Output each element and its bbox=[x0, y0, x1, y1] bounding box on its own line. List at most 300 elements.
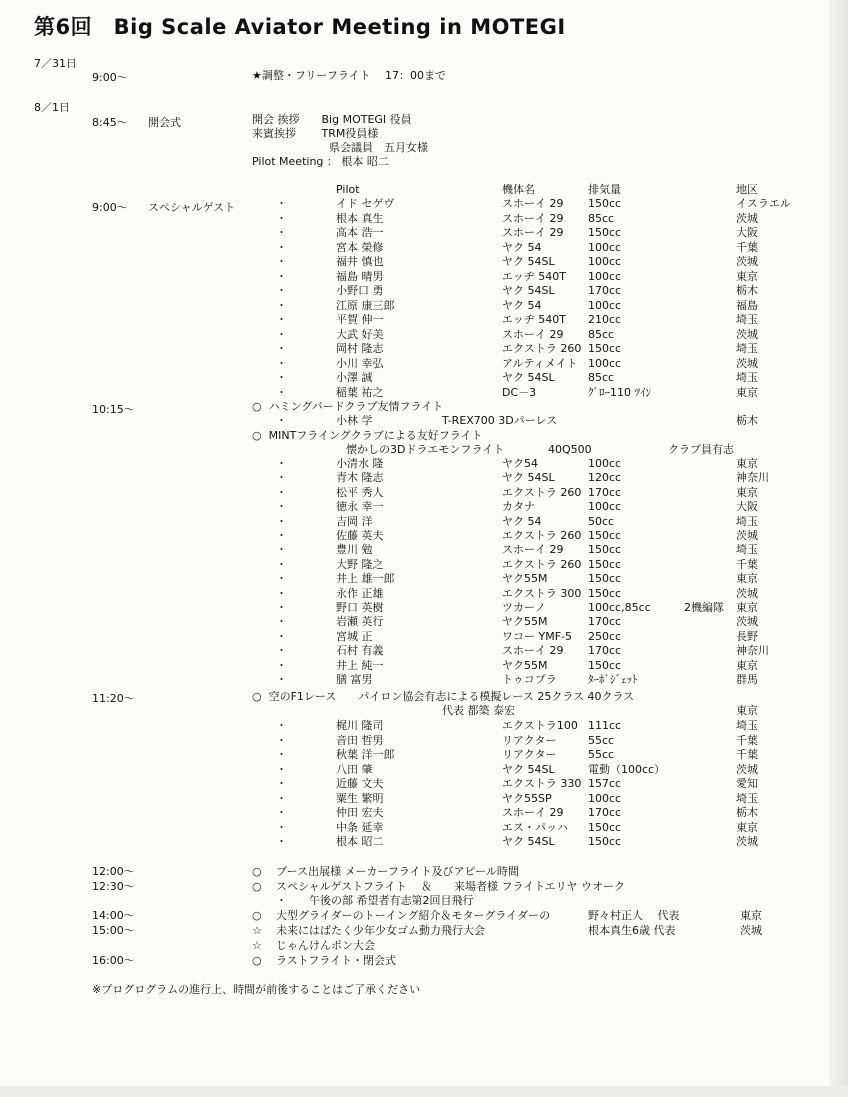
pilot-name: 八田 肇 bbox=[336, 762, 373, 776]
aircraft-name: ヤク 54SL bbox=[502, 371, 555, 384]
pilot-name: 宮城 正 bbox=[336, 629, 373, 643]
pilot-name: 佐藤 英夫 bbox=[336, 529, 384, 542]
engine-size: 170cc bbox=[588, 806, 622, 819]
aircraft-name: DC－3 bbox=[502, 385, 537, 399]
engine-size: 150cc bbox=[588, 572, 622, 586]
aircraft-name: スホーイ 29 bbox=[502, 327, 564, 341]
bullet-mark: ・ bbox=[276, 543, 287, 557]
humming-row bbox=[0, 414, 848, 429]
humming-title: ハミングバードクラブ友情フライト bbox=[268, 400, 444, 413]
table-row bbox=[0, 371, 848, 386]
schedule-text: じゃんけんポン大会 bbox=[276, 939, 375, 952]
header-engine: 排気量 bbox=[588, 183, 621, 196]
schedule-text: 大型グライダーのトーイング紹介＆モターグライダーの bbox=[276, 909, 551, 922]
f1-rep-row bbox=[0, 704, 848, 719]
opening-line: 県会議員 五月女様 bbox=[252, 141, 428, 154]
region: 千葉 bbox=[736, 240, 758, 254]
engine-size: 150cc bbox=[588, 226, 622, 239]
bullet-mark: ・ bbox=[276, 644, 287, 658]
engine-size: 100cc bbox=[588, 356, 622, 370]
region: 東京 bbox=[736, 485, 758, 499]
bullet-mark: ・ bbox=[276, 500, 287, 514]
bullet-mark: ・ bbox=[276, 327, 287, 341]
schedule-text: ブース出展様 メーカーフライト及びアピール時間 bbox=[276, 865, 519, 878]
pilot-name: 徳永 幸一 bbox=[336, 500, 384, 514]
aircraft-name: ヤク 54 bbox=[502, 298, 542, 312]
region: 大阪 bbox=[736, 226, 758, 239]
aircraft-name: スホーイ 29 bbox=[502, 211, 564, 225]
bullet-mark: ・ bbox=[276, 791, 287, 805]
aircraft-name: エクストラ 260 bbox=[502, 485, 582, 499]
schedule-region: 茨城 bbox=[740, 924, 762, 937]
schedule-mark: ○ bbox=[252, 909, 262, 922]
table-row bbox=[0, 558, 848, 573]
region: 茨城 bbox=[736, 529, 758, 542]
pilot-name: 粟生 繁明 bbox=[336, 791, 384, 805]
engine-size: 100cc bbox=[588, 791, 622, 805]
region: 千葉 bbox=[736, 557, 758, 571]
pilot-name: 福井 慎也 bbox=[336, 255, 384, 268]
pilot-name: 岩瀬 英行 bbox=[336, 615, 384, 629]
region: 神奈川 bbox=[736, 644, 769, 658]
region: 茨城 bbox=[736, 835, 758, 848]
engine-size: 157cc bbox=[588, 777, 622, 790]
schedule-mark: ☆ bbox=[252, 939, 262, 952]
aircraft-name: ヤク 54SL bbox=[502, 835, 555, 848]
schedule-time: 15:00～ bbox=[92, 924, 135, 937]
aircraft-name: ヤク 54SL bbox=[502, 762, 555, 776]
aircraft-name: ヤク55M bbox=[502, 572, 548, 586]
aircraft-name: スホーイ 29 bbox=[502, 197, 564, 210]
header-region: 地区 bbox=[736, 183, 758, 196]
engine-size: 150cc bbox=[588, 342, 622, 355]
pilot-name: 膳 富男 bbox=[336, 673, 373, 686]
engine-size: 85cc bbox=[588, 211, 615, 225]
pilot-name: 岡村 隆志 bbox=[336, 342, 384, 355]
engine-size: ｸﾞﾛｰ110 ﾂｲﾝ bbox=[588, 385, 651, 399]
schedule-row bbox=[0, 924, 848, 939]
row-note: 2機編隊 bbox=[684, 601, 724, 614]
schedule-rep: 根本真生6歳 代表 bbox=[588, 924, 676, 937]
aircraft-name: カタナ bbox=[502, 500, 535, 514]
engine-size: 100cc bbox=[588, 298, 622, 312]
aircraft-name: ヤク55M bbox=[502, 615, 548, 629]
table-header bbox=[0, 183, 848, 198]
special-guest-time: 9:00～ bbox=[92, 201, 128, 214]
table-row bbox=[0, 299, 848, 314]
mint-sub-model: 40Q500 bbox=[548, 443, 592, 456]
schedule-time: 12:00～ bbox=[92, 865, 135, 878]
aircraft-name: リアクター bbox=[502, 748, 557, 761]
pilot-name: 宮本 榮修 bbox=[336, 240, 384, 254]
bullet-mark: ・ bbox=[276, 284, 287, 297]
pilot-name: 大野 隆之 bbox=[336, 557, 384, 571]
bullet-mark: ・ bbox=[276, 557, 287, 571]
pilot-name: 江原 康三郎 bbox=[336, 298, 395, 312]
bullet-mark: ・ bbox=[276, 733, 287, 747]
region: 群馬 bbox=[736, 673, 758, 686]
region: 神奈川 bbox=[736, 471, 769, 485]
table-row bbox=[0, 572, 848, 587]
engine-size: 55cc bbox=[588, 748, 615, 761]
schedule-row bbox=[0, 909, 848, 924]
opening-time: 8:45～ bbox=[92, 116, 128, 129]
table-row bbox=[0, 486, 848, 501]
region: 埼玉 bbox=[736, 371, 758, 384]
schedule-mark: ○ bbox=[252, 880, 262, 893]
mint-sub-row bbox=[0, 443, 848, 458]
bullet-mark: ・ bbox=[276, 586, 287, 600]
engine-size: 170cc bbox=[588, 615, 622, 629]
bullet-mark: ・ bbox=[276, 835, 287, 848]
date-day1: 7／31日 bbox=[34, 57, 77, 70]
bullet-mark: ・ bbox=[276, 211, 287, 225]
aircraft-name: スホーイ 29 bbox=[502, 226, 564, 239]
aircraft-name: スホーイ 29 bbox=[502, 543, 564, 557]
bullet-mark: ・ bbox=[276, 601, 287, 614]
engine-size: 100cc bbox=[588, 255, 622, 268]
f1-time: 11:20～ bbox=[92, 692, 135, 705]
opening-line: 来賓挨拶 TRM役員様 bbox=[252, 127, 379, 140]
pilot-name: 梶川 隆司 bbox=[336, 719, 384, 732]
region: 埼玉 bbox=[736, 791, 758, 805]
humming-line bbox=[252, 400, 443, 413]
bullet-mark: ・ bbox=[276, 356, 287, 370]
table-row bbox=[0, 357, 848, 372]
schedule-time: 14:00～ bbox=[92, 909, 135, 922]
table-row bbox=[0, 212, 848, 227]
bullet-mark: ・ bbox=[276, 298, 287, 312]
aircraft-name: ヤク 54 bbox=[502, 514, 542, 528]
table-row bbox=[0, 500, 848, 515]
page-bottom-edge bbox=[0, 1086, 848, 1097]
region: 埼玉 bbox=[736, 342, 758, 355]
region: 埼玉 bbox=[736, 543, 758, 557]
table-row bbox=[0, 529, 848, 544]
engine-size: 150cc bbox=[588, 658, 622, 672]
schedule-region: 東京 bbox=[740, 909, 762, 922]
pilot-name: 野口 英樹 bbox=[336, 601, 384, 614]
bullet-mark: ・ bbox=[276, 673, 287, 686]
table-row bbox=[0, 763, 848, 778]
pilot-name: 永作 正雄 bbox=[336, 586, 384, 600]
pilot-name: 音田 哲男 bbox=[336, 733, 384, 747]
region: 埼玉 bbox=[736, 719, 758, 732]
bullet-mark: ・ bbox=[276, 385, 287, 399]
engine-size: 150cc bbox=[588, 820, 622, 834]
engine-size: 55cc bbox=[588, 733, 615, 747]
aircraft-name: エクストラ 260 bbox=[502, 529, 582, 542]
pilot-name: 中条 延幸 bbox=[336, 820, 384, 834]
engine-size: 170cc bbox=[588, 644, 622, 658]
table-row bbox=[0, 615, 848, 630]
table-row bbox=[0, 543, 848, 558]
bullet-mark: ・ bbox=[276, 762, 287, 776]
pilot-name: 松平 秀人 bbox=[336, 485, 384, 499]
region: 埼玉 bbox=[736, 313, 758, 326]
engine-size: 85cc bbox=[588, 371, 615, 384]
engine-size: 100cc,85cc bbox=[588, 601, 651, 614]
pilot-name: 青木 隆志 bbox=[336, 471, 384, 485]
pilot-name: 小清水 隆 bbox=[336, 457, 384, 470]
opening-event: 開会式 bbox=[148, 116, 181, 129]
aircraft-name: エクストラ 260 bbox=[502, 557, 582, 571]
engine-size: 100cc bbox=[588, 269, 622, 283]
aircraft-name: エッヂ 540T bbox=[502, 313, 566, 326]
schedule-time: 16:00～ bbox=[92, 954, 135, 967]
aircraft-name: ツカーノ bbox=[502, 601, 546, 614]
header-pilot: Pilot bbox=[336, 183, 360, 196]
engine-size: 150cc bbox=[588, 586, 622, 600]
bullet-mark: ・ bbox=[276, 806, 287, 819]
schedule-row bbox=[0, 865, 848, 880]
bullet-mark: ・ bbox=[276, 777, 287, 790]
header-aircraft: 機体名 bbox=[502, 183, 535, 196]
table-row bbox=[0, 587, 848, 602]
region: 千葉 bbox=[736, 748, 758, 761]
pilot-name: 福島 晴男 bbox=[336, 269, 384, 283]
engine-size: ﾀｰﾎﾞｼﾞｪｯﾄ bbox=[588, 673, 638, 686]
table-row bbox=[0, 471, 848, 486]
engine-size: 170cc bbox=[588, 485, 622, 499]
table-row bbox=[0, 748, 848, 763]
region: 栃木 bbox=[736, 806, 758, 819]
region: 東京 bbox=[736, 457, 758, 470]
schedule-row bbox=[0, 880, 848, 895]
mint-title: MINTフライングクラブによる友好フライト bbox=[268, 429, 483, 442]
bullet-mark: ・ bbox=[276, 748, 287, 761]
aircraft-name: トゥコプラ bbox=[502, 673, 557, 686]
bullet-mark: ・ bbox=[276, 615, 287, 629]
region: 埼玉 bbox=[736, 514, 758, 528]
table-row bbox=[0, 515, 848, 530]
table-row bbox=[0, 734, 848, 749]
aircraft-name: エッヂ 540T bbox=[502, 269, 566, 283]
table-row bbox=[0, 255, 848, 270]
aircraft-name: ヤク 54SL bbox=[502, 284, 555, 297]
aircraft-name: ヤク 54 bbox=[502, 240, 542, 254]
table-row bbox=[0, 270, 848, 285]
pilot-name: 根本 昭二 bbox=[336, 835, 384, 848]
schedule-text: ラストフライト・閉会式 bbox=[276, 954, 397, 967]
aircraft-name: エクストラ100 bbox=[502, 719, 578, 732]
aircraft-name: ヤク 54SL bbox=[502, 471, 555, 485]
region: 長野 bbox=[736, 629, 758, 643]
engine-size: 150cc bbox=[588, 529, 622, 542]
pilot-name: 小川 幸弘 bbox=[336, 356, 384, 370]
pilot-name: 石村 有義 bbox=[336, 644, 384, 658]
engine-size: 210cc bbox=[588, 313, 622, 326]
schedule-mark: ○ bbox=[252, 865, 262, 878]
humming-time: 10:15～ bbox=[92, 403, 135, 416]
region: 千葉 bbox=[736, 733, 758, 747]
pilot-name: 井上 雄一郎 bbox=[336, 572, 395, 586]
table-row bbox=[0, 821, 848, 836]
table-row bbox=[0, 328, 848, 343]
engine-size: 電動（100cc） bbox=[588, 762, 666, 776]
day1-program: ★調整・フリーフライト 17：00まで bbox=[252, 69, 447, 82]
table-row bbox=[0, 777, 848, 792]
bullet-mark: ・ bbox=[276, 342, 287, 355]
table-row bbox=[0, 386, 848, 401]
pilot-name: 小野口 勇 bbox=[336, 284, 384, 297]
engine-size: 170cc bbox=[588, 284, 622, 297]
schedule-rep: 野々村正人 代表 bbox=[588, 909, 680, 922]
humming-region: 栃木 bbox=[736, 414, 758, 427]
region: 栃木 bbox=[736, 284, 758, 297]
region: 茨城 bbox=[736, 255, 758, 268]
bullet-mark: ・ bbox=[276, 529, 287, 542]
engine-size: 111cc bbox=[588, 719, 622, 732]
circle-mark: ○ bbox=[252, 690, 262, 703]
schedule-row bbox=[0, 894, 848, 909]
schedule-text: ・ 午後の部 希望者有志第2回目飛行 bbox=[276, 894, 474, 907]
region: 東京 bbox=[736, 658, 758, 672]
pilot-name: 吉岡 洋 bbox=[336, 514, 373, 528]
pilot-name: 仲田 宏夫 bbox=[336, 806, 384, 819]
region: 茨城 bbox=[736, 586, 758, 600]
table-row bbox=[0, 226, 848, 241]
bullet-mark: ・ bbox=[276, 471, 287, 485]
region: 茨城 bbox=[736, 762, 758, 776]
engine-size: 100cc bbox=[588, 240, 622, 254]
mint-sub-title: 懐かしの3Dドラエモンフライト bbox=[346, 443, 505, 456]
region: 福島 bbox=[736, 298, 758, 312]
aircraft-name: エクストラ 300 bbox=[502, 586, 582, 600]
opening-line: 開会 挨拶 Big MOTEGI 役員 bbox=[252, 113, 412, 126]
engine-size: 85cc bbox=[588, 327, 615, 341]
circle-mark: ○ bbox=[252, 400, 262, 413]
table-row bbox=[0, 601, 848, 616]
bullet-mark: ・ bbox=[276, 226, 287, 239]
table-row bbox=[0, 659, 848, 674]
region: 東京 bbox=[736, 601, 758, 614]
aircraft-name: ヤク54 bbox=[502, 457, 538, 470]
table-row bbox=[0, 241, 848, 256]
pilot-name: 平賀 伸一 bbox=[336, 313, 384, 326]
aircraft-name: アルティメイト bbox=[502, 356, 578, 370]
aircraft-name: ヤク 54SL bbox=[502, 255, 555, 268]
schedule-text: 未来にはばたく少年少女ゴム動力飛行大会 bbox=[276, 924, 485, 937]
bullet-mark: ・ bbox=[276, 514, 287, 528]
table-row bbox=[0, 342, 848, 357]
f1-rep-region: 東京 bbox=[736, 704, 758, 717]
bullet-mark: ・ bbox=[276, 820, 287, 834]
table-row bbox=[0, 644, 848, 659]
region: 茨城 bbox=[736, 356, 758, 370]
table-row bbox=[0, 313, 848, 328]
pilot-name: 大武 好美 bbox=[336, 327, 384, 341]
date-day2: 8／1日 bbox=[34, 101, 70, 114]
mint-sub-note: クラブ員有志 bbox=[668, 443, 734, 456]
humming-detail: T-REX700 3Dパーレス bbox=[442, 414, 558, 427]
engine-size: 250cc bbox=[588, 629, 622, 643]
bullet-mark: ・ bbox=[276, 572, 287, 586]
pilot-name: 根本 真生 bbox=[336, 211, 384, 225]
pilot-name: 小澤 誠 bbox=[336, 371, 373, 384]
region: 愛知 bbox=[736, 777, 758, 790]
schedule-mark: ○ bbox=[252, 954, 262, 967]
region: 茨城 bbox=[736, 211, 758, 225]
table-row bbox=[0, 457, 848, 472]
page-title: 第6回 Big Scale Aviator Meeting in MOTEGI bbox=[34, 15, 566, 39]
aircraft-name: エクストラ 260 bbox=[502, 342, 582, 355]
pilot-name: イド セゲヴ bbox=[336, 197, 395, 210]
bullet-mark: ・ bbox=[276, 719, 287, 732]
engine-size: 100cc bbox=[588, 500, 622, 514]
bullet-mark: ・ bbox=[276, 629, 287, 643]
schedule-text: スペシャルゲストフライト ＆ 来場者様 フライトエリヤ ウオーク bbox=[276, 880, 625, 893]
engine-size: 150cc bbox=[588, 557, 622, 571]
bullet-mark: ・ bbox=[276, 240, 287, 254]
region: 茨城 bbox=[736, 327, 758, 341]
pilot-name: 秋葉 洋一郎 bbox=[336, 748, 395, 761]
mint-line bbox=[252, 429, 482, 442]
table-row bbox=[0, 673, 848, 688]
bullet-mark: ・ bbox=[276, 485, 287, 499]
region: 東京 bbox=[736, 269, 758, 283]
schedule-row bbox=[0, 954, 848, 969]
schedule-time: 12:30～ bbox=[92, 880, 135, 893]
pilot-name: 豊川 勉 bbox=[336, 543, 373, 557]
special-guest-event: スペシャルゲスト bbox=[148, 201, 236, 214]
table-row bbox=[0, 806, 848, 821]
table-row bbox=[0, 719, 848, 734]
bullet-mark: ・ bbox=[276, 414, 287, 427]
pilot-name: 近藤 文夫 bbox=[336, 777, 384, 790]
region: 東京 bbox=[736, 820, 758, 834]
bullet-mark: ・ bbox=[276, 371, 287, 384]
aircraft-name: エス・パッハ bbox=[502, 820, 568, 834]
table-row bbox=[0, 284, 848, 299]
bullet-mark: ・ bbox=[276, 255, 287, 268]
circle-mark: ○ bbox=[252, 429, 262, 442]
opening-line: Pilot Meeting ： 根本 昭二 bbox=[252, 155, 389, 168]
region: イスラエル bbox=[736, 197, 791, 210]
region: 東京 bbox=[736, 572, 758, 586]
schedule-mark: ☆ bbox=[252, 924, 262, 937]
bullet-mark: ・ bbox=[276, 457, 287, 470]
f1-title: 空のF1レース パイロン協会有志による模擬レース 25クラス 40クラス bbox=[268, 690, 635, 703]
table-row bbox=[0, 792, 848, 807]
aircraft-name: ワコー YMF-5 bbox=[502, 629, 573, 643]
region: 茨城 bbox=[736, 615, 758, 629]
day1-time: 9:00～ bbox=[92, 71, 128, 84]
aircraft-name: スホーイ 29 bbox=[502, 806, 564, 819]
schedule-row bbox=[0, 939, 848, 954]
table-row bbox=[0, 835, 848, 850]
humming-pilot: 小林 学 bbox=[336, 414, 373, 427]
table-row bbox=[0, 630, 848, 645]
engine-size: 150cc bbox=[588, 197, 622, 210]
footer-note: ※プログログラムの進行上、時間が前後することはご了承ください bbox=[92, 983, 421, 996]
engine-size: 150cc bbox=[588, 835, 622, 848]
bullet-mark: ・ bbox=[276, 658, 287, 672]
f1-rep: 代表 都築 泰宏 bbox=[442, 704, 515, 717]
engine-size: 100cc bbox=[588, 457, 622, 470]
pilot-name: 稲葉 祐之 bbox=[336, 385, 384, 399]
bullet-mark: ・ bbox=[276, 313, 287, 326]
region: 大阪 bbox=[736, 500, 758, 514]
aircraft-name: スホーイ 29 bbox=[502, 644, 564, 658]
region: 東京 bbox=[736, 385, 758, 399]
bullet-mark: ・ bbox=[276, 269, 287, 283]
f1-line bbox=[252, 690, 634, 703]
engine-size: 120cc bbox=[588, 471, 622, 485]
table-row bbox=[0, 197, 848, 212]
bullet-mark: ・ bbox=[276, 197, 287, 210]
engine-size: 150cc bbox=[588, 543, 622, 557]
